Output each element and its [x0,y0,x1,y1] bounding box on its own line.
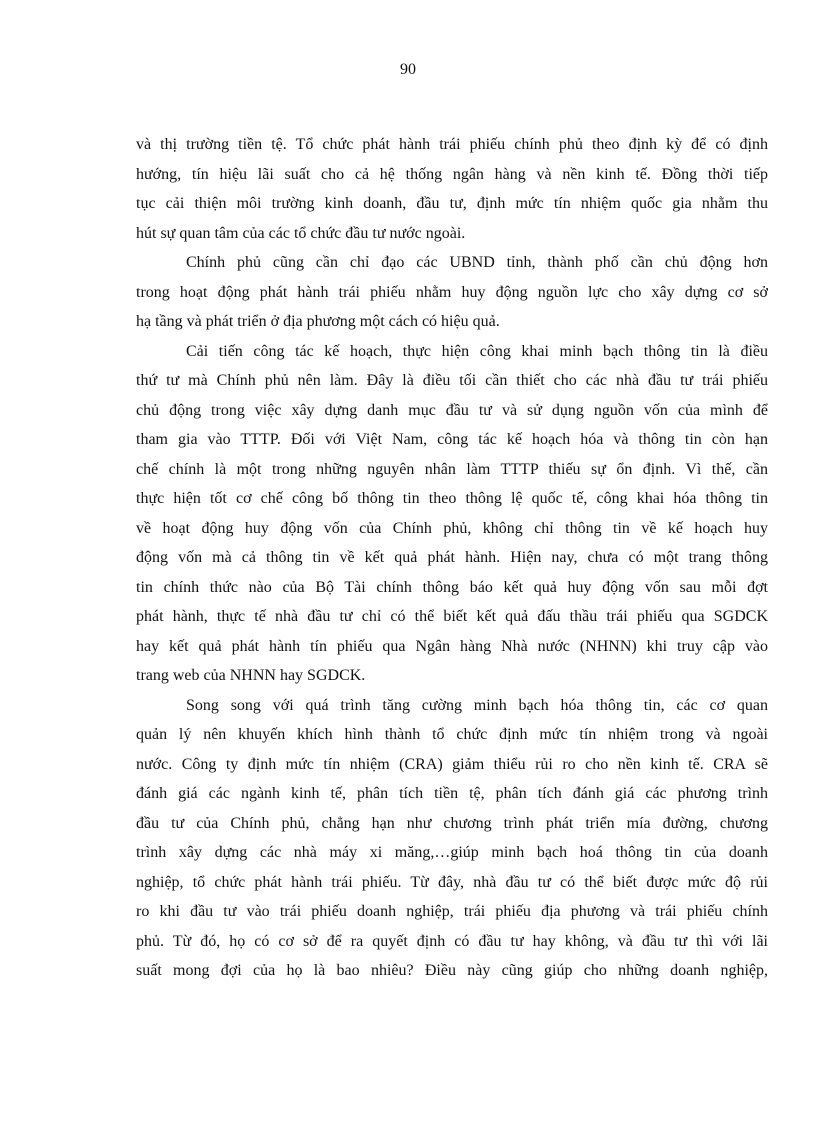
text-line: nghiệp, tổ chức phát hành trái phiếu. Từ đây, nhà đầu tư có thể biết được mức độ rủi [136,873,768,891]
text-line: phủ. Từ đó, họ có cơ sở để ra quyết định có đầu tư hay không, và đầu tư thì với lãi [136,932,768,950]
text-line: suất mong đợi của họ là bao nhiêu? Điều này cũng giúp cho những doanh nghiệp, [136,962,768,979]
text-line: quản lý nên khuyến khích hình thành tổ chức định mức tín nhiệm trong và ngoài [136,726,768,743]
text-line: về hoạt động huy động vốn của Chính phủ, không chỉ thông tin về kế hoạch huy [136,519,768,537]
text-line: tin chính thức nào của Bộ Tài chính thông báo kết quả huy động vốn sau mỗi đợt [136,578,768,596]
text-line: chủ động trong việc xây dựng danh mục đầu tư và sử dụng nguồn vốn của mình để [136,401,768,419]
text-line: đánh giá các ngành kinh tế, phân tích tiền tệ, phân tích đánh giá các phương trình [136,785,768,802]
text-line: đầu tư của Chính phủ, chẳng hạn như chương trình phát triển mía đường, chương [136,814,768,832]
text-line: hay kết quả phát hành tín phiếu qua Ngân hàng Nhà nước (NHNN) khi truy cập vào [136,637,768,655]
text-line: Chính phủ cũng cần chỉ đạo các UBND tỉnh, thành phố cần chủ động hơn [186,254,768,271]
body-text [136,130,768,986]
text-line: tham gia vào TTTP. Đối với Việt Nam, công tác kế hoạch hóa và thông tin còn hạn [136,431,768,448]
text-line: phát hành, thực tế nhà đầu tư chỉ có thể biết kết quả đấu thầu trái phiếu qua SGDCK [136,608,768,625]
text-line: ro khi đầu tư vào trái phiếu doanh nghiệp, trái phiếu địa phương và trái phiếu chính [136,903,768,920]
page-number: 90 [400,61,416,78]
text-line: Cải tiến công tác kế hoạch, thực hiện công khai minh bạch thông tin là điều [186,342,768,360]
text-line: nước. Công ty định mức tín nhiệm (CRA) giảm thiểu rủi ro cho nền kinh tế. CRA sẽ [136,755,768,773]
text-line: hút sự quan tâm của các tổ chức đầu tư nước ngoài. [136,224,466,242]
text-line: và thị trường tiền tệ. Tổ chức phát hành trái phiếu chính phủ theo định kỳ để có định [136,136,768,153]
text-line: thực hiện tốt cơ chế công bố thông tin theo thông lệ quốc tế, công khai hóa thông tin [136,490,768,507]
text-line: thứ tư mà Chính phủ nên làm. Đây là điều tối cần thiết cho các nhà đầu tư trái phiếu [136,372,768,389]
text-line: Song song với quá trình tăng cường minh bạch hóa thông tin, các cơ quan [186,696,768,714]
text-line: trình xây dựng các nhà máy xi măng,…giúp minh bạch hoá thông tin của doanh [136,844,768,861]
text-line: trang web của NHNN hay SGDCK. [136,667,366,684]
text-line: động vốn mà cả thông tin về kết quả phát hành. Hiện nay, chưa có một trang thông [136,549,768,566]
text-line: hướng, tín hiệu lãi suất cho cả hệ thống ngân hàng và nền kinh tế. Đồng thời tiếp [136,165,768,183]
text-line: chế chính là một trong những nguyên nhân làm TTTP thiếu sự ổn định. Vì thế, cần [136,460,768,478]
text-line: hạ tầng và phát triển ở địa phương một cách có hiệu quả. [136,313,500,330]
text-line: trong hoạt động phát hành trái phiếu nhằm huy động nguồn lực cho xây dựng cơ sở [136,283,768,301]
text-line: tục cải thiện môi trường kinh doanh, đầu tư, định mức tín nhiệm quốc gia nhằm thu [136,195,768,212]
